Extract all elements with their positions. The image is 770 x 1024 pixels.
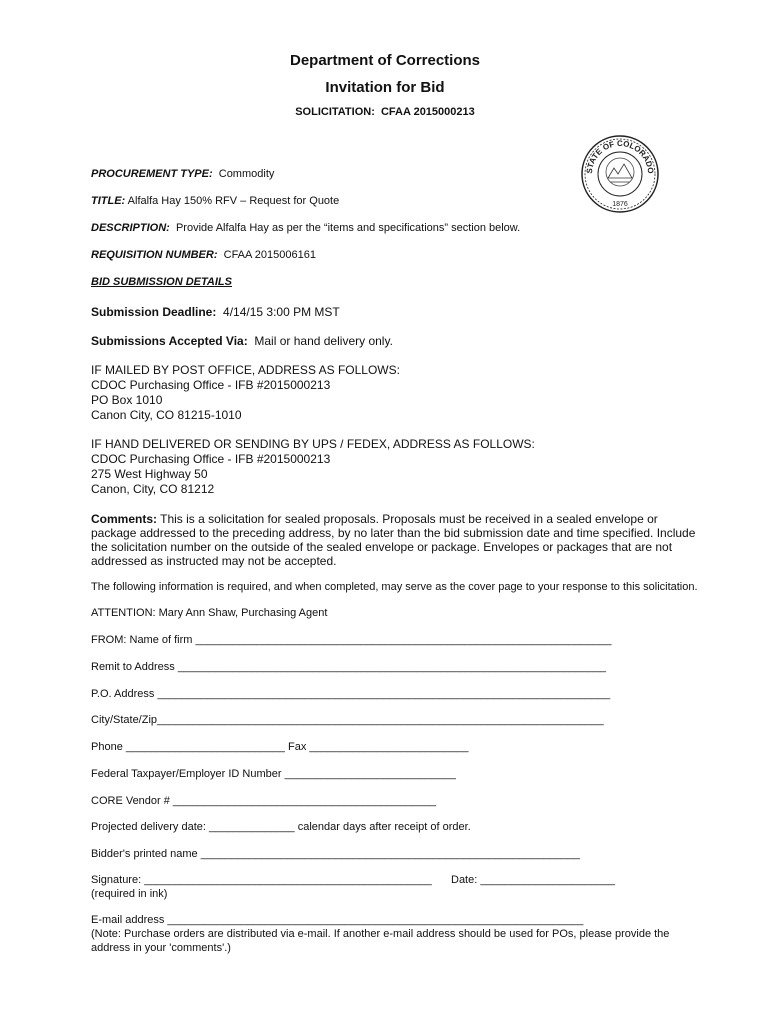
deadline-line — [91, 305, 340, 319]
seal-text: STATE OF COLORADO — [584, 138, 656, 175]
requisition-value: CFAA 2015006161 — [223, 249, 316, 261]
description-line — [91, 222, 520, 234]
mail-address-line2: PO Box 1010 — [91, 393, 163, 407]
solicitation-line — [0, 106, 770, 118]
comments-text: This is a solicitation for sealed proposals. Proposals must be received in a sealed envelope or package addressed to the preceding address, by no later than the bid submission date and time specified. Include the solicitation number on the outside of the sealed envelope or package. Envelopes or packages that are not addressed as instructed may not be accepted. — [91, 512, 696, 568]
form-intro: The following information is required, and when completed, may serve as the cover page to your response to this solicitation. — [91, 581, 698, 593]
date-field[interactable]: Date: ______________________ — [451, 874, 615, 886]
remit-address-field[interactable]: Remit to Address ______________________________________________________________________ — [91, 661, 607, 673]
hand-address-heading: IF HAND DELIVERED OR SENDING BY UPS / FEDEX, ADDRESS AS FOLLOWS: — [91, 437, 535, 451]
hand-address-line1: CDOC Purchasing Office - IFB #2015000213 — [91, 452, 331, 466]
core-vendor-field[interactable]: CORE Vendor # ___________________________________________ — [91, 795, 436, 807]
deadline-label: Submission Deadline: — [91, 305, 217, 319]
procurement-type-label: PROCUREMENT TYPE: — [91, 168, 213, 180]
signature-field[interactable]: Signature: _______________________________________________ — [91, 874, 432, 886]
email-note-line1: (Note: Purchase orders are distributed via e-mail. If another e-mail address should be used for POs, please provide the — [91, 928, 670, 940]
document-subtitle: Invitation for Bid — [325, 79, 445, 96]
hand-address-line3: Canon, City, CO 81212 — [91, 482, 215, 496]
title-line — [91, 195, 339, 207]
mail-address-line3: Canon City, CO 81215-1010 — [91, 408, 242, 422]
mail-address-line1: CDOC Purchasing Office - IFB #2015000213 — [91, 378, 331, 392]
mail-address-block — [91, 363, 711, 423]
requisition-line — [91, 249, 316, 261]
email-note-line2: address in your 'comments'.) — [91, 942, 231, 954]
hand-address-block — [91, 437, 711, 497]
comments-paragraph — [91, 512, 706, 568]
city-state-zip-field[interactable]: City/State/Zip_________________________________________________________________________ — [91, 714, 604, 726]
title-label: TITLE: — [91, 195, 126, 207]
hand-address-line2: 275 West Highway 50 — [91, 467, 208, 481]
email-field[interactable]: E-mail address ____________________________________________________________________ — [91, 914, 584, 926]
description-value: Provide Alfalfa Hay as per the “items and specifications” section below. — [175, 222, 521, 234]
attention-line: ATTENTION: Mary Ann Shaw, Purchasing Agent — [91, 607, 328, 619]
solicitation-label: SOLICITATION: — [295, 106, 375, 118]
required-ink-note: (required in ink) — [91, 888, 168, 900]
accepted-via-value: Mail or hand delivery only. — [254, 334, 393, 348]
solicitation-value: CFAA 2015000213 — [380, 106, 475, 118]
requisition-label: REQUISITION NUMBER: — [91, 249, 218, 261]
accepted-via-label: Submissions Accepted Via: — [91, 334, 248, 348]
description-label: DESCRIPTION: — [91, 222, 170, 234]
title-value: Alfalfa Hay 150% RFV – Request for Quote — [127, 195, 340, 207]
po-address-field[interactable]: P.O. Address __________________________________________________________________________ — [91, 688, 611, 700]
deadline-value: 4/14/15 3:00 PM MST — [223, 305, 340, 319]
printed-name-field[interactable]: Bidder's printed name ______________________________________________________________ — [91, 848, 581, 860]
comments-label: Comments: — [91, 512, 158, 526]
mail-address-heading: IF MAILED BY POST OFFICE, ADDRESS AS FOLLOWS: — [91, 363, 400, 377]
procurement-type-value: Commodity — [218, 168, 275, 180]
delivery-date-field[interactable]: Projected delivery date: ______________ calendar days after receipt of order. — [91, 821, 471, 833]
accepted-via-line — [91, 334, 393, 348]
phone-fax-field[interactable]: Phone __________________________ Fax __________________________ — [91, 741, 469, 753]
procurement-type-line — [91, 168, 274, 180]
seal-year: 1876 — [612, 201, 628, 208]
state-seal-icon — [580, 134, 660, 214]
firm-name-field[interactable]: FROM: Name of firm ____________________________________________________________________ — [91, 634, 612, 646]
document-title: Department of Corrections — [289, 52, 481, 69]
bid-submission-heading: BID SUBMISSION DETAILS — [91, 276, 232, 288]
taxpayer-id-field[interactable]: Federal Taxpayer/Employer ID Number ____________________________ — [91, 768, 456, 780]
